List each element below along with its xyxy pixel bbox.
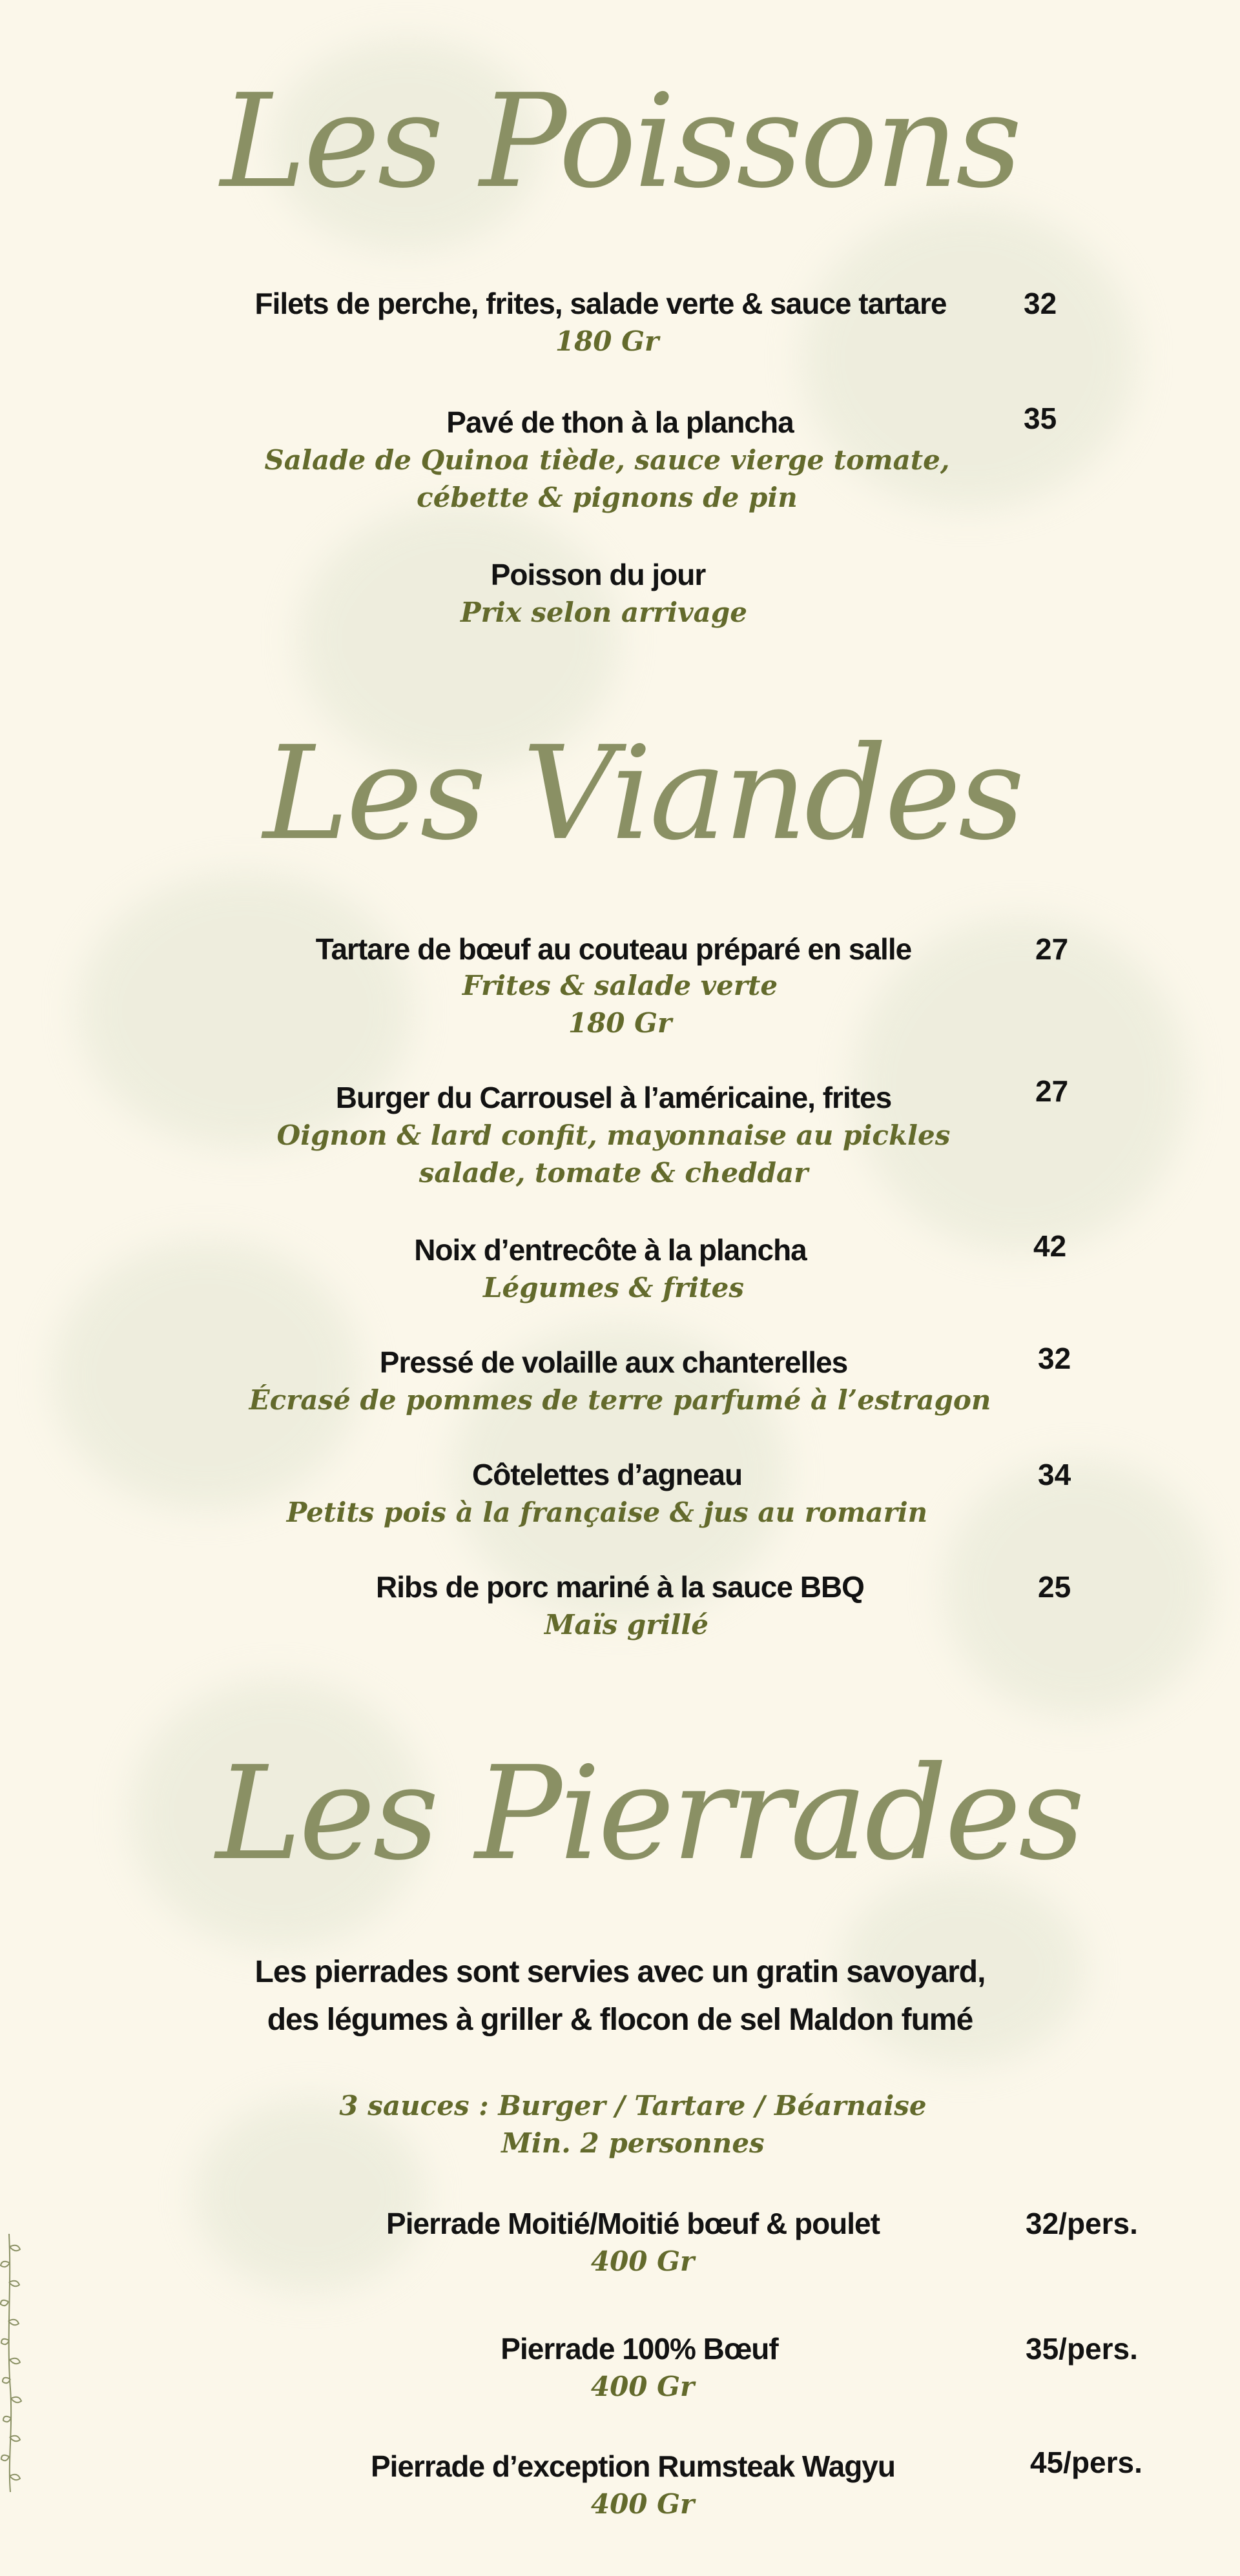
item-price: 34 <box>1038 1458 1071 1491</box>
item-name: Ribs de porc mariné à la sauce BBQ <box>376 1570 864 1604</box>
item-name: Filets de perche, frites, salade verte & sauce tartare <box>254 287 947 320</box>
item-description: 400 Gr <box>590 2371 695 2402</box>
item-name: Pierrade d’exception Rumsteak Wagyu <box>370 2449 895 2483</box>
item-price: 42 <box>1033 1229 1067 1263</box>
item-price: 35/pers. <box>1026 2332 1138 2366</box>
item-price: 25 <box>1038 1570 1071 1604</box>
herb-sprig-icon <box>0 2234 26 2492</box>
item-price: 32/pers. <box>1026 2207 1138 2240</box>
item-description: 400 Gr <box>590 2245 695 2277</box>
item-description: Oignon & lard confit, mayonnaise au pickles salade, tomate & cheddar <box>276 1119 951 1189</box>
item-name: Tartare de bœuf au couteau préparé en salle <box>315 932 912 966</box>
item-description: Petits pois à la française & jus au romarin <box>286 1497 928 1528</box>
item-price: 32 <box>1038 1342 1071 1375</box>
item-name: Noix d’entrecôte à la plancha <box>414 1233 807 1267</box>
item-description: Maïs grillé <box>544 1609 708 1641</box>
pierrades-intro-line-2: des légumes à griller & flocon de sel Maldon fumé <box>267 2003 973 2037</box>
item-name: Pavé de thon à la plancha <box>446 405 794 439</box>
item-price: 35 <box>1024 402 1057 435</box>
item-description: Légumes & frites <box>482 1272 745 1303</box>
item-description: Salade de Quinoa tiède, sauce vierge tomate, cébette & pignons de pin <box>264 444 950 513</box>
pierrades-minimum: Min. 2 personnes <box>501 2127 765 2159</box>
item-description: Frites & salade verte 180 Gr <box>462 970 778 1039</box>
item-name: Pierrade 100% Bœuf <box>501 2332 778 2366</box>
item-description: 180 Gr <box>555 325 659 357</box>
item-name: Poisson du jour <box>490 558 706 591</box>
pierrades-sauces: 3 sauces : Burger / Tartare / Béarnaise <box>339 2090 927 2121</box>
item-price: 45/pers. <box>1030 2446 1142 2479</box>
item-name: Pressé de volaille aux chanterelles <box>379 1345 848 1379</box>
item-description: Prix selon arrivage <box>460 597 747 628</box>
item-price: 27 <box>1035 932 1069 966</box>
section-title-pierrades: Les Pierrades <box>216 1739 1082 1889</box>
item-name: Burger du Carrousel à l’américaine, frites <box>335 1081 892 1114</box>
item-price: 27 <box>1035 1074 1069 1108</box>
item-description: 400 Gr <box>590 2488 695 2520</box>
pierrades-intro-line-1: Les pierrades sont servies avec un gratin savoyard, <box>254 1955 986 1989</box>
section-title-poissons: Les Poissons <box>220 66 1020 217</box>
item-name: Côtelettes d’agneau <box>471 1458 743 1491</box>
item-price: 32 <box>1024 287 1057 320</box>
item-name: Pierrade Moitié/Moitié bœuf & poulet <box>386 2207 880 2240</box>
section-title-viandes: Les Viandes <box>263 719 1022 869</box>
item-description: Écrasé de pommes de terre parfumé à l’estragon <box>249 1384 991 1416</box>
